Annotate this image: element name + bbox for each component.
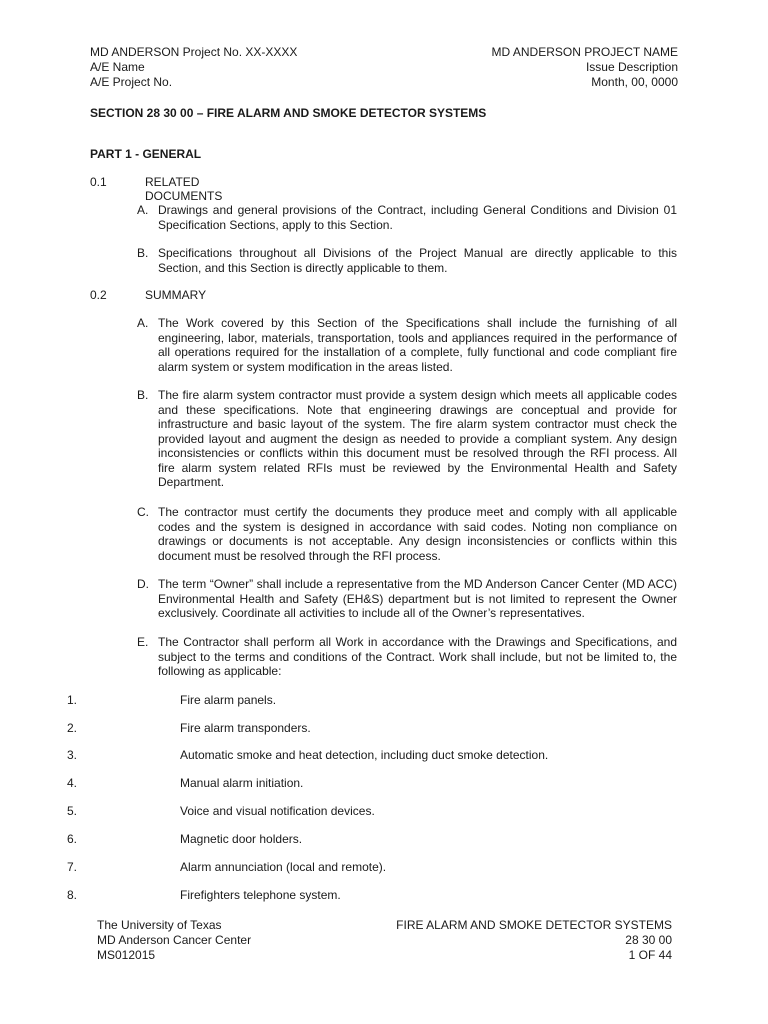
page-number: 1 OF 44	[628, 948, 672, 962]
paragraph-text: Specifications throughout all Divisions of the Project Manual are directly applicable to this Section, and this Section is directly applicable to them.	[158, 246, 677, 275]
list-item-number: 5.	[67, 804, 78, 818]
paragraph-text: The fire alarm system contractor must provide a system design which meets all applicable codes and these specifications. Note that engineering drawings are conceptual and provide for infrastructure and basic layout of the system. The fire alarm system contractor must check the provided layout and augment the design as needed to provide a compliant system. Any design inconsistencies or conflicts within this document must be resolved through the RFI process. All fire alarm system related RFIs must be reviewed by the Environmental Health and Safety Department.	[158, 388, 677, 489]
header-left	[90, 45, 297, 90]
paragraph	[137, 316, 677, 374]
paragraph-letter: E.	[137, 635, 149, 649]
list-item-number: 2.	[67, 721, 78, 735]
list-item-number: 4.	[67, 776, 78, 790]
paragraph	[137, 388, 677, 490]
footer-section-name: FIRE ALARM AND SMOKE DETECTOR SYSTEMS	[396, 918, 672, 932]
paragraph	[137, 577, 677, 621]
footer-left	[97, 918, 251, 963]
paragraph-letter: A.	[137, 316, 149, 330]
paragraph-text: The Work covered by this Section of the Specifications shall include the furnishing of all engineering, labor, materials, transportation, tools and appliances required in the performance of all operations required for the installation of a complete, fully functional and code compliant fire alarm system or system modification in the areas listed.	[158, 316, 677, 374]
article-number: 0.2	[90, 288, 107, 302]
footer-center-name: MD Anderson Cancer Center	[97, 933, 252, 947]
article-number: 0.1	[90, 175, 107, 189]
part-title: PART 1 - GENERAL	[90, 147, 202, 161]
paragraph	[137, 203, 677, 232]
paragraph-text: The contractor must certify the documents they produce meet and comply with all applicable codes and the system is designed in accordance with said codes. Noting non compliance on drawings or documents is not acceptable. Any design inconsistencies or conflicts within this document must be resolved through the RFI process.	[158, 505, 677, 563]
list-item-text: Fire alarm transponders.	[180, 721, 311, 735]
paragraph	[137, 635, 677, 679]
project-number: MD ANDERSON Project No. XX-XXXX	[90, 45, 298, 59]
paragraph-letter: A.	[137, 203, 149, 217]
paragraph-text: Drawings and general provisions of the Contract, including General Conditions and Division 01 Specification Sections, apply to this Section.	[158, 203, 677, 232]
list-item-number: 8.	[67, 888, 78, 902]
ae-project-number: A/E Project No.	[90, 75, 173, 89]
issue-description: Issue Description	[585, 60, 678, 74]
list-item-text: Automatic smoke and heat detection, including duct smoke detection.	[180, 748, 549, 762]
footer-section-number: 28 30 00	[625, 933, 672, 947]
list-item-text: Manual alarm initiation.	[180, 776, 304, 790]
footer-institution: The University of Texas	[97, 918, 222, 932]
list-item-text: Alarm annunciation (local and remote).	[180, 860, 387, 874]
header-right	[492, 45, 678, 90]
list-item-text: Voice and visual notification devices.	[180, 804, 375, 818]
list-item-text: Magnetic door holders.	[180, 832, 303, 846]
list-item-number: 1.	[67, 693, 78, 707]
ae-name: A/E Name	[90, 60, 145, 74]
list-item-number: 3.	[67, 748, 78, 762]
paragraph-letter: D.	[137, 577, 149, 591]
list-item-number: 6.	[67, 832, 78, 846]
paragraph-text: The Contractor shall perform all Work in accordance with the Drawings and Specifications, and subject to the terms and conditions of the Contract. Work shall include, but not be limited to, the following as applicable:	[158, 635, 677, 678]
project-name: MD ANDERSON PROJECT NAME	[491, 45, 678, 59]
article-title: RELATED DOCUMENTS	[145, 175, 223, 203]
list-item-text: Fire alarm panels.	[180, 693, 277, 707]
paragraph-letter: B.	[137, 388, 149, 402]
footer-doc-code: MS012015	[97, 948, 156, 962]
footer-right	[396, 918, 672, 963]
list-item-text: Firefighters telephone system.	[180, 888, 341, 902]
paragraph-letter: C.	[137, 505, 149, 519]
paragraph	[137, 505, 677, 563]
issue-date: Month, 00, 0000	[591, 75, 678, 89]
section-title: SECTION 28 30 00 – FIRE ALARM AND SMOKE DETECTOR SYSTEMS	[90, 106, 487, 120]
paragraph	[137, 246, 677, 275]
paragraph-letter: B.	[137, 246, 149, 260]
list-item-number: 7.	[67, 860, 78, 874]
paragraph-text: The term “Owner” shall include a representative from the MD Anderson Cancer Center (MD ACC) Environmental Health and Safety (EH&S) department but is not limited to represent the Owner exclusively. Coordinate all activities to include all of the Owner’s representatives.	[158, 577, 677, 620]
article-title: SUMMARY	[145, 288, 207, 302]
